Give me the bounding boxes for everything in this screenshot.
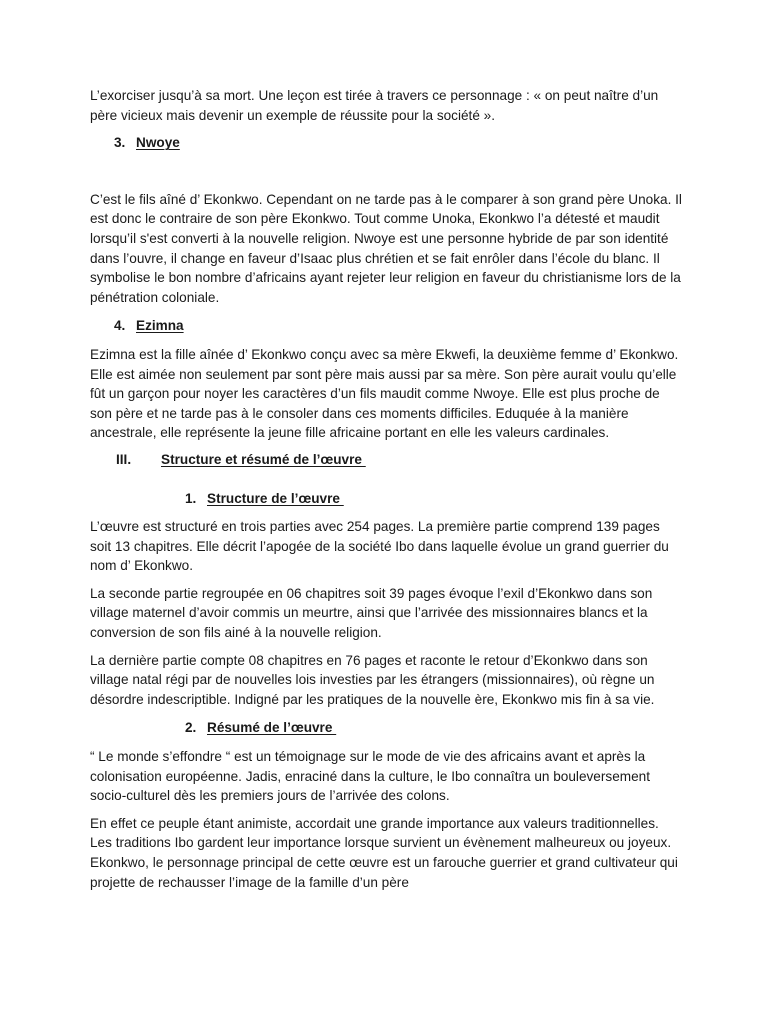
structure-paragraph-3: La dernière partie compte 08 chapitres en 76 pages et raconte le retour d’Ekonkwo dans son village natal régi par de nouvelles lois investies par les étrangers (missionnaires), où règne un désordre indescriptible. Indigné par les pratiques de la nouvelle ère, Ekonkwo mis fin à sa vie. (90, 652, 655, 707)
resume-paragraph-2: En effet ce peuple étant animiste, accordait une grande importance aux valeurs traditionnelles. Les traditions Ibo gardent leur importance lorsque survient un évènement malheureux ou joyeux. Ekonkwo, le personnage principal de cette œuvre est un farouche guerrier et grand cultivateur qui projette de rechausser l’image de la famille d’un père (90, 815, 678, 890)
heading-ezimna (90, 316, 682, 336)
heading-nwoye (90, 133, 682, 153)
ezimna-paragraph: Ezimna est la fille aînée d’ Ekonkwo conçu avec sa mère Ekwefi, la deuxième femme d’ Ekonkwo. Elle est aimée non seulement par sont père mais aussi par sa mère. Son père aurait voulu qu’elle fût un garçon pour noyer les caractères d’un fils maudit comme Nwoye. Elle est plus proche de son père et ne tarde pas à le consoler dans ces moments difficiles. Eduquée à la manière ancestrale, elle représente la jeune fille africaine portant en elle les valeurs cardinales. (90, 346, 679, 441)
heading-number: 1. (185, 490, 197, 506)
heading-title: Résumé de l’œuvre (207, 720, 337, 736)
heading-section-3 (90, 450, 682, 470)
heading-title: Structure de l’œuvre (207, 490, 344, 506)
intro-paragraph: L’exorciser jusqu’à sa mort. Une leçon est tirée à travers ce personnage : « on peut naître d’un père vicieux mais devenir un exemple de réussite pour la société ». (90, 88, 659, 123)
heading-number: 2. (185, 720, 197, 736)
heading-number: 4. (114, 318, 126, 334)
resume-paragraph-1: “ Le monde s’effondre “ est un témoignage sur le mode de vie des africains avant et après la colonisation européenne. Jadis, enraciné dans la culture, le Ibo connaîtra un bouleversement socio-culturel dès les premiers jours de l’arrivée des colons. (90, 749, 650, 804)
heading-title: Nwoye (136, 135, 180, 151)
document-page (90, 86, 682, 892)
nwoye-paragraph: C’est le fils aîné d’ Ekonkwo. Cependant on ne tarde pas à le comparer à son grand père Unoka. Il est donc le contraire de son père Ekonkwo. Tout comme Unoka, Ekonkwo l’a détesté et maudit lorsqu’il s'est converti à la nouvelle religion. Nwoye est une personne hybride de par son identité dans l’ouvre, il change en faveur d’Isaac plus chrétien et se fait enrôler dans l’école du blanc. Il symbolise le bon nombre d’africains ayant rejeter leur religion en faveur du christianisme lors de la pénétration coloniale. (90, 191, 682, 305)
heading-structure (90, 489, 682, 509)
heading-resume (90, 718, 682, 738)
heading-title: Structure et résumé de l’œuvre (161, 451, 366, 467)
structure-paragraph-2: La seconde partie regroupée en 06 chapitres soit 39 pages évoque l’exil d’Ekonkwo dans son village maternel d’avoir commis un meurtre, ainsi que l’arrivée des missionnaires blancs et la conversion de son fils ainé à la nouvelle religion. (90, 585, 653, 641)
heading-title: Ezimna (136, 318, 184, 334)
heading-number: III. (116, 451, 132, 467)
heading-number: 3. (114, 135, 126, 151)
structure-paragraph-1: L’œuvre est structuré en trois parties avec 254 pages. La première partie comprend 139 pages soit 13 chapitres. Elle décrit l’apogée de la société Ibo dans laquelle évolue un grand guerrier du nom d’ Ekonkwo. (90, 519, 669, 574)
